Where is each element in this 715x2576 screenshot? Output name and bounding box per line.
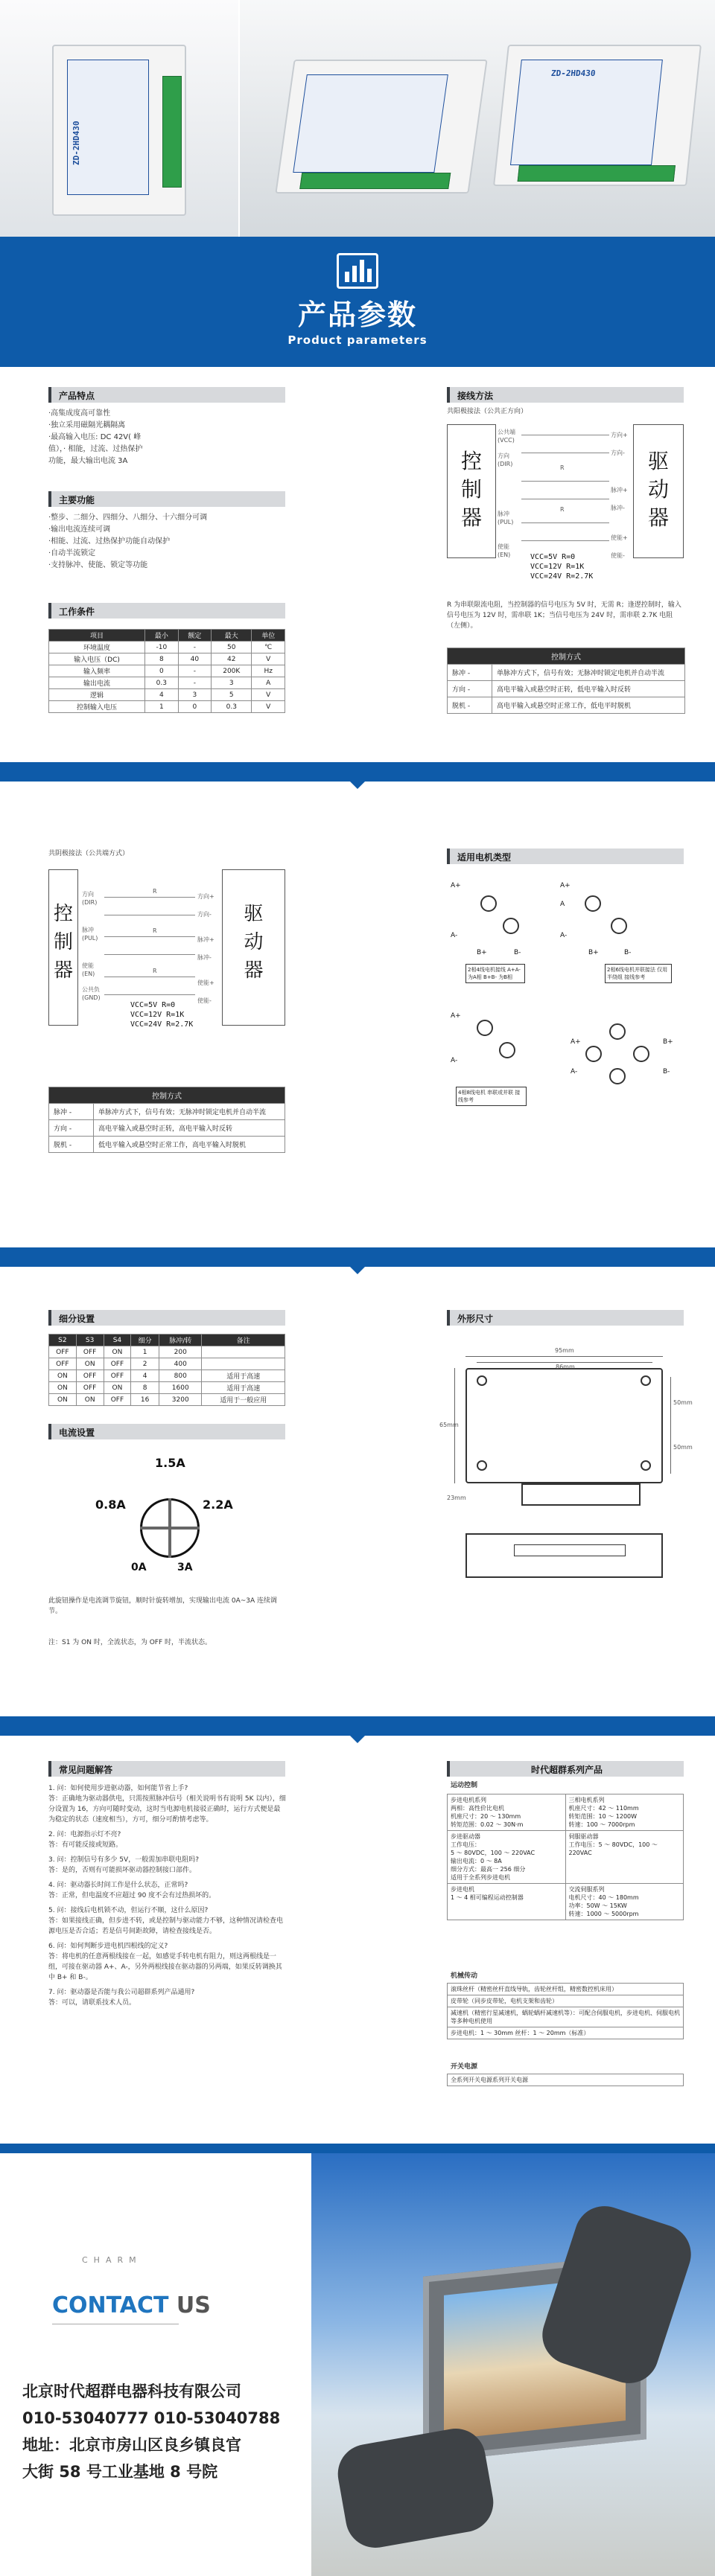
- table-row: 脉冲 - 单脉冲方式下，信号有效；无脉冲时锁定电机并自动半流: [448, 665, 685, 681]
- housing-outline: [465, 1368, 663, 1483]
- table-row: 输入频率 0 - 200K Hz: [49, 665, 285, 677]
- vcc-legend: VCC=5V R=0 VCC=12V R=1K VCC=24V R=2.7K: [530, 553, 594, 581]
- resistor-label: R: [153, 888, 157, 895]
- company-phones: 010-53040777 010-53040788: [22, 2409, 281, 2427]
- wiring-right-labels: 方向+ 方向- 脉冲+ 脉冲- 使能+ 使能-: [611, 432, 628, 559]
- wire: [521, 540, 609, 541]
- resistor-label: R: [560, 464, 565, 471]
- current-note: 此旋钮操作是电流调节旋钮，顺时针旋转增加，实现输出电流 0A~3A 连续调节。: [48, 1597, 278, 1615]
- wiring-note: R 为串联限流电阻，当控制器的信号电压为 5V 时，无需 R；逢逻控制时，输入信号电压为 12V 时，需串联 1K；当信号电压为 24V 时，需串联 2.7K 电阻（左侧）。: [447, 601, 681, 630]
- company-name: 北京时代超群电器科技有限公司: [22, 2382, 241, 2400]
- current-note-2: 注：S1 为 ON 时，全流状态，为 OFF 时，半流状态。: [48, 1639, 212, 1646]
- table-row: 滚珠丝杆（精密丝杆直线导轨，齿轮丝杆组，精密数控机床用）: [448, 1984, 684, 1995]
- table-row: ON OFF OFF 4 800 适用于高速: [49, 1370, 285, 1382]
- wiring-subtitle: 共阳极接法（公共正方向）: [447, 408, 528, 415]
- wire: [104, 954, 195, 955]
- contact-photo: [311, 2153, 715, 2576]
- series-switch-label: 开关电源: [451, 2063, 478, 2071]
- driver-box: 驱 动 器: [222, 869, 285, 1026]
- wire: [104, 994, 195, 995]
- wiring2-left-labels: 方向 (DIR) 脉冲 (PUL) 使能 (EN) 公共负 (GND): [82, 891, 101, 1001]
- table-row: OFF OFF ON 1 200: [49, 1346, 285, 1358]
- charm-label: CHARM: [82, 2255, 142, 2265]
- section-divider: [0, 762, 715, 782]
- terminal-block: [299, 173, 451, 189]
- table-row: 步进驱动器 工作电压： 5 ～ 80VDC，100 ～ 220VAC 输出电流：0 ～ 8A 细分方式：最高一 256 细分 适用于全系列步进电机 伺服驱动器 工作电压：5 ～ 80VDC，100 ～ 220VAC: [448, 1831, 684, 1884]
- hero-banner: [0, 0, 715, 237]
- terminal-outline: [521, 1483, 641, 1506]
- faq-header: 常见问题解答: [48, 1761, 285, 1777]
- table-row: ON ON OFF 16 3200 适用于一般应用: [49, 1394, 285, 1406]
- wire: [521, 522, 609, 523]
- resistor-label: R: [153, 927, 157, 934]
- driver-box: 驱 动 器: [633, 424, 684, 558]
- table-row: 输出电流 0.3 - 3 A: [49, 677, 285, 689]
- section-title: 产品参数: [297, 298, 417, 331]
- microstep-table: S2 S3 S4 细分 脉冲/转 备注 OFF OFF ON 1 200 OFF ON OFF 2 400 ON OFF OFF 4 800 适用于高速 ON OFF ON 8 1600 适用于高速 ON ON OFF 16 3200 适用于一般应用: [48, 1334, 285, 1406]
- microstep-header: 细分设置: [48, 1310, 285, 1326]
- wiring2-right-labels: 方向+ 方向- 脉冲+ 脉冲- 使能+ 使能-: [197, 893, 214, 1004]
- hand-shape: [333, 2424, 498, 2553]
- section-divider: [0, 1247, 715, 1267]
- terminal-block: [518, 165, 676, 182]
- wire: [104, 897, 195, 898]
- driver-device-left: [52, 45, 186, 216]
- wire: [521, 481, 609, 482]
- series-motion-label: 运动控制: [451, 1782, 478, 1789]
- control-mode-table-2: 控制方式 脉冲 - 单脉冲方式下，信号有效；无脉冲时锁定电机并自动半流 方向 - 高电平输入或悬空时正转，高电平输入时反转 脱机 - 低电平输入或悬空时正常工作，高电平输入时脱机: [48, 1087, 285, 1153]
- driver-device-mid: [275, 60, 487, 194]
- product-photo-right: [238, 0, 715, 237]
- wiring2-subtitle: 共阴极接法（公共端方式）: [48, 850, 130, 857]
- control-mode-table: 控制方式 脉冲 - 单脉冲方式下，信号有效；无脉冲时锁定电机并自动半流 方向 - 高电平输入或悬空时正转，低电平输入时反转 脱机 - 高电平输入或悬空时正常工作，低电平时脱机: [447, 648, 685, 714]
- model-label: ZD-2HD430: [550, 68, 597, 78]
- dimensions-header: 外形尺寸: [447, 1310, 684, 1326]
- working-conditions-table: 项目 最小 额定 最大 单位 环境温度 -10 - 50 ℃ 输入电压（DC) 8 40 42 V 输入频率 0 - 200K Hz 输出电流 0.3 - 3 A 逻辑 4 3 5 V 控制输入电压 1 0 0.3 V: [48, 629, 285, 713]
- table-row: ON OFF ON 8 1600 适用于高速: [49, 1382, 285, 1394]
- table-row: 脉冲 - 单脉冲方式下，信号有效；无脉冲时锁定电机并自动半流: [49, 1104, 285, 1120]
- model-label: ZD-2HD430: [72, 121, 81, 165]
- controller-box: 控 制 器: [48, 869, 78, 1026]
- features-list: ·高集成度高可靠性 ·独立采用磁隔光耦隔离 ·最高输入电压: DC 42V( 峰 值），· 相能，过流、过热保护 功能，最大输出电流 3A: [48, 409, 143, 465]
- functions-header: 主要功能: [48, 491, 285, 507]
- driver-device-right: [493, 45, 702, 186]
- chart-icon: [337, 253, 378, 289]
- table-row: 脱机 - 高电平输入或悬空时正常工作，低电平时脱机: [448, 697, 685, 714]
- working-header: 工作条件: [48, 603, 285, 619]
- hand-shape: [535, 2199, 699, 2391]
- terminal-block: [162, 76, 182, 188]
- controller-box: 控 制 器: [447, 424, 496, 558]
- table-row: 方向 - 高电平输入或悬空时正转，低电平输入时反转: [448, 681, 685, 697]
- resistor-label: R: [560, 506, 565, 513]
- functions-list: ·整步、二细分、四细分、八细分、十六细分可调 ·输出电流连续可调 ·相能、过流、过热保护功能自动保护 ·自动半流锁定 ·支持脉冲、使能、锁定等功能: [48, 514, 208, 569]
- series-switch-table: [447, 2074, 684, 2086]
- resistor-label: R: [153, 968, 157, 974]
- table-row: 控制输入电压 1 0 0.3 V: [49, 701, 285, 713]
- section-divider: [0, 1716, 715, 1736]
- table-row: OFF ON OFF 2 400: [49, 1358, 285, 1370]
- table-row: 输入电压（DC) 8 40 42 V: [49, 653, 285, 665]
- company-address-2: 大街 58 号工业基地 8 号院: [22, 2463, 218, 2481]
- series-mech-table: [447, 1983, 684, 2039]
- wiring-left-labels: 公共端 (VCC) 方向 (DIR) 脉冲 (PUL) 使能 (EN): [498, 429, 515, 558]
- table-row: 环境温度 -10 - 50 ℃: [49, 642, 285, 653]
- table-row: 方向 - 高电平输入或悬空时正转，高电平输入时反转: [49, 1120, 285, 1137]
- contact-title: CONTACT US: [52, 2292, 211, 2318]
- faq-list: 1. 问：如何使用步进驱动器，如何能节省上手? 答：正确地为驱动器供电，只需按照脉冲信号（相关说明书有说明 5K 以内），细分设置为 16，方向可随时变动，这时当电源电机接驳正确时，运行方式便是最为稳定的状态（速度相当），方可，细分可酌情考虑等。 2. 问：电源指示灯不亮? 答：有可能反接或短路。 3. 问：控制信号有多少 5V，一般需加串联电阻吗? 答：是的，否则有可能损坏驱动器控制接口部件。 4. 问：驱动器长时间工作是什么状态，正常吗? 答：正常，但电温度不应超过 90 度不会有过热损坏的。 5. 问：接线后电机锁不动，但运行不顺，这什么原因? 答：如果接线正确，但步进不转，或是控制与驱动能力不够，这种情况请检查电源电压是否合适；若是信号间距故障，请检查接线是否。 6. 问：如何判断步进电机四根线的定义? 答：将电机的任意两根线接在一起，如感觉手转电机有阻力，则这两根线是一组，可接在驱动器 A+、A-，另外两根线接在驱动器的另两端，如果反转调换其中 B+ 和 B-。 7. 问：驱动器是否能与我公司超群系列产品通用? 答：可以，请联系技术人员。: [48, 1785, 286, 2007]
- wiring-header: 接线方法: [447, 387, 684, 403]
- section-subtitle: Product parameters: [287, 333, 428, 347]
- current-header: 电流设置: [48, 1424, 285, 1439]
- table-row: 步进电机 1 ～ 4 相可编程运动控制器 交流伺服系列 电机尺寸：40 ～ 180mm 功率：50W ～ 15KW 转速：1000 ～ 5000rpm: [448, 1884, 684, 1920]
- table-row: 减速机（精密行星减速机，蜗轮蜗杆减速机等）：可配合伺服电机，步进电机、伺服电机等多种电机使用: [448, 2007, 684, 2027]
- table-row: 逻辑 4 3 5 V: [49, 689, 285, 701]
- series-mech-label: 机械传动: [451, 1972, 478, 1980]
- company-address-1: 地址：北京市房山区良乡镇良官: [22, 2436, 241, 2454]
- table-row: 步进电机：1 ～ 30mm 丝杆：1 ～ 20mm（标准）: [448, 2027, 684, 2039]
- series-table: [447, 1794, 684, 1920]
- product-photo-left: [0, 0, 238, 237]
- table-row: 皮带轮（同步皮带轮，电机支架和齿轮）: [448, 1995, 684, 2007]
- table-row: 脱机 - 低电平输入或悬空时正常工作，高电平输入时脱机: [49, 1137, 285, 1153]
- table-row: 全系列开关电源系列开关电源: [448, 2074, 684, 2086]
- table-row: 步进电机系列 两相：高性价比电机 机座尺寸：20 ～ 130mm 转矩范围：0.02 ～ 30N·m 三相电机系列 机座尺寸：42 ～ 110mm 转矩范围：10 ～ 1200W 转速：100 ～ 7000rpm: [448, 1794, 684, 1831]
- series-header: 时代超群系列产品: [447, 1761, 684, 1777]
- vcc-legend: VCC=5V R=0 VCC=12V R=1K VCC=24V R=2.7K: [130, 1001, 194, 1029]
- motor-types-header: 适用电机类型: [447, 848, 684, 864]
- wire: [104, 936, 195, 937]
- features-header: 产品特点: [48, 387, 285, 403]
